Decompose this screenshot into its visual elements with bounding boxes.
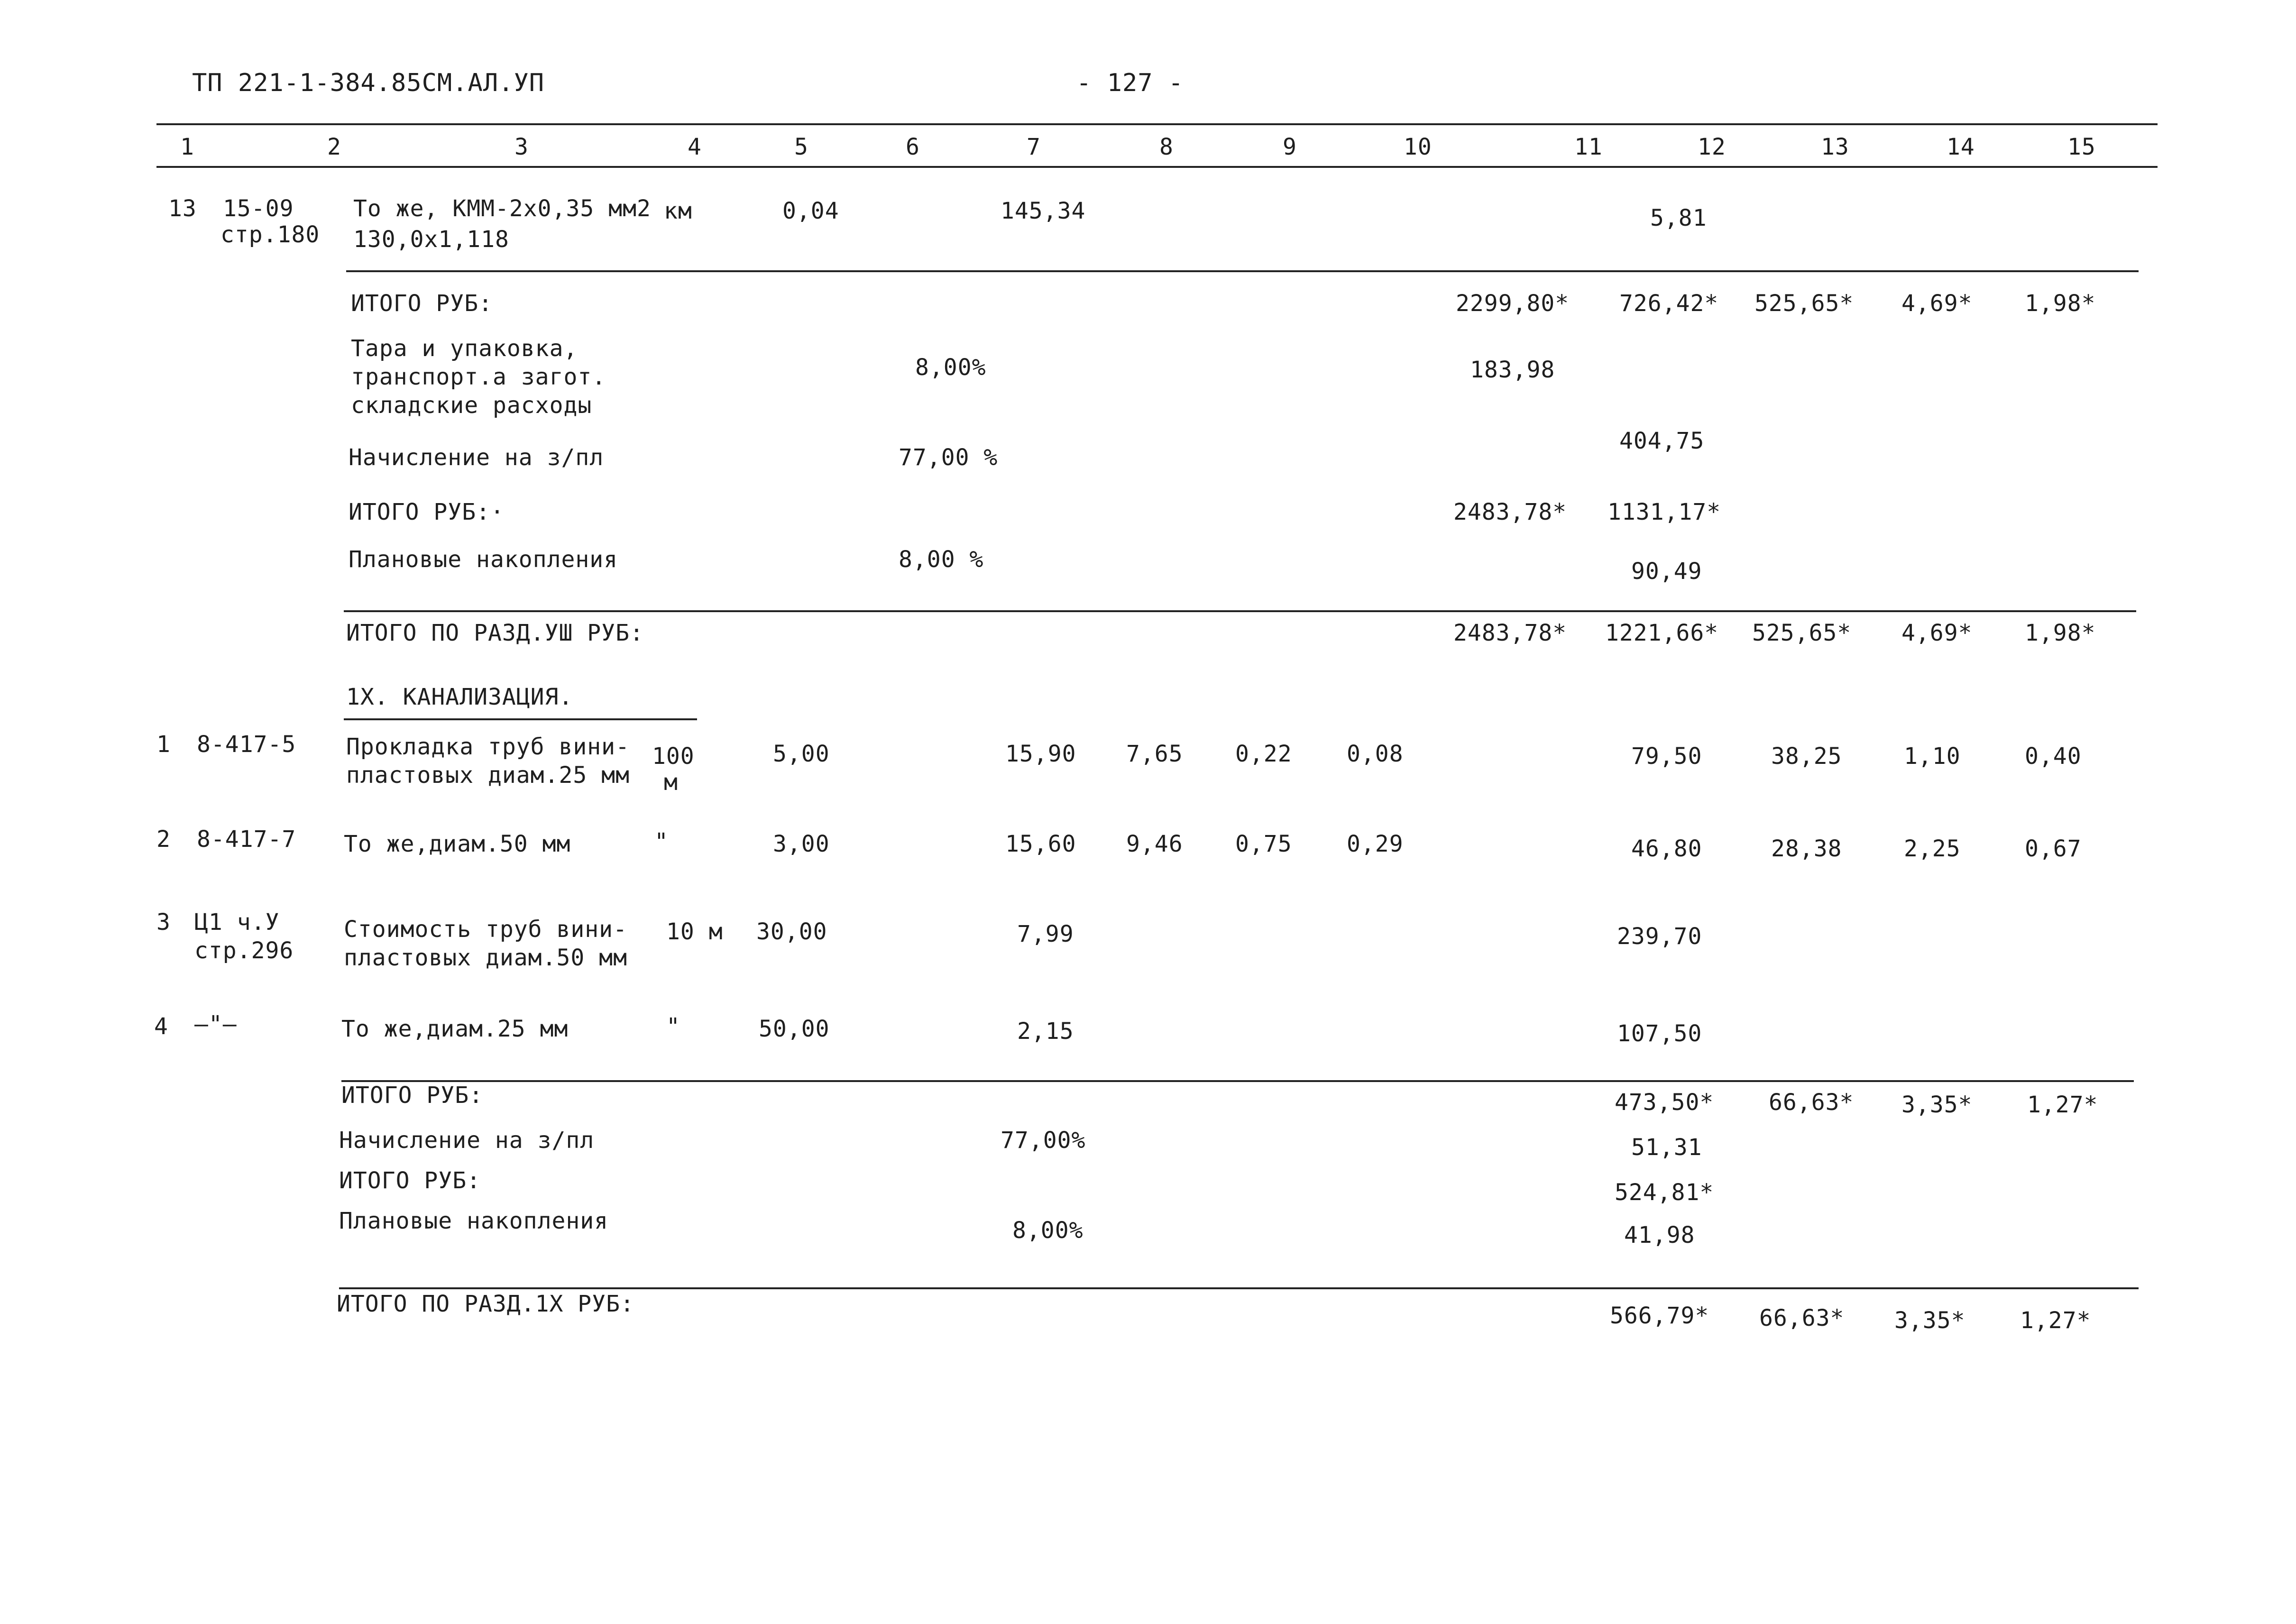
row-4-col7: 2,15 — [1017, 1018, 1074, 1045]
row-13-rule — [346, 270, 2139, 272]
total-4-col12: 524,81* — [1615, 1179, 1714, 1206]
row-13-price: 145,34 — [1001, 198, 1086, 224]
total-3-col13: 66,63* — [1769, 1089, 1854, 1116]
row-13-unit: км — [664, 198, 692, 224]
section-8-total-col15: 1,98* — [2025, 620, 2096, 646]
total-2-col11: 2483,78* — [1453, 499, 1567, 525]
total-3-label: ИТОГО РУБ: — [341, 1082, 483, 1109]
row-2-col9: 0,75 — [1235, 831, 1292, 857]
row-2-col8: 9,46 — [1126, 831, 1183, 857]
row-4-name: То же,диам.25 мм — [341, 1016, 569, 1042]
row-1-col7: 15,90 — [1005, 741, 1076, 767]
column-header-2: 2 — [327, 134, 341, 160]
row-2-col10: 0,29 — [1347, 831, 1404, 857]
section-9-total-col15: 1,27* — [2020, 1307, 2091, 1334]
total-1-col14: 4,69* — [1901, 290, 1973, 317]
row-1-col15: 0,40 — [2025, 743, 2082, 770]
column-header-11: 11 — [1574, 134, 1603, 160]
section-9-total-col13: 66,63* — [1759, 1305, 1845, 1331]
section-9-total-label: ИТОГО ПО РАЗД.1Х РУБ: — [337, 1291, 634, 1317]
accrual-1-label: Начисление на з/пл — [349, 444, 604, 471]
row-3-number: 3 — [156, 909, 171, 936]
planned-2-label: Плановые накопления — [339, 1208, 609, 1234]
row-2-number: 2 — [156, 826, 171, 853]
row-3-code-a: Ц1 ч.У — [194, 909, 280, 936]
row-1-col13: 38,25 — [1771, 743, 1842, 770]
tara-label-b: транспорт.а загот. — [351, 364, 606, 390]
total-2-label: ИТОГО РУБ:· — [349, 499, 505, 525]
row-4-rule — [341, 1080, 2134, 1082]
header-top-rule — [156, 123, 2158, 125]
row-3-unit: 10 м — [666, 918, 723, 945]
row-1-col9: 0,22 — [1235, 741, 1292, 767]
row-1-number: 1 — [156, 731, 171, 758]
row-2-col14: 2,25 — [1904, 835, 1961, 862]
column-header-10: 10 — [1404, 134, 1432, 160]
total-1-col11: 2299,80* — [1456, 290, 1570, 317]
total-1-col12: 726,42* — [1619, 290, 1719, 317]
row-2-code: 8-417-7 — [197, 826, 296, 853]
accrual-2-percent: 77,00% — [1001, 1127, 1086, 1154]
planned-1-label: Плановые накопления — [349, 546, 618, 573]
row-2-col13: 28,38 — [1771, 835, 1842, 862]
row-13-code-a: 15-09 — [223, 195, 294, 222]
page-number: - 127 - — [1076, 69, 1184, 97]
column-header-7: 7 — [1027, 134, 1041, 160]
row-13-code-b: стр.180 — [220, 221, 320, 248]
section-8-total-col12: 1221,66* — [1605, 620, 1719, 646]
accrual-2-label: Начисление на з/пл — [339, 1127, 595, 1154]
row-4-qty: 50,00 — [759, 1016, 830, 1042]
total-2-col12: 1131,17* — [1607, 499, 1721, 525]
row-3-qty: 30,00 — [756, 918, 827, 945]
document-code: ТП 221-1-384.85СМ.АЛ.УП — [192, 69, 545, 97]
column-header-8: 8 — [1159, 134, 1174, 160]
row-3-code-b: стр.296 — [194, 937, 294, 964]
row-1-col10: 0,08 — [1347, 741, 1404, 767]
total-1-col13: 525,65* — [1754, 290, 1854, 317]
accrual-2-col12: 51,31 — [1631, 1134, 1702, 1161]
header-bottom-rule — [156, 166, 2158, 168]
row-13-col12: 5,81 — [1650, 205, 1707, 231]
row-4-code: —"— — [194, 1011, 237, 1037]
column-header-12: 12 — [1698, 134, 1726, 160]
column-header-5: 5 — [794, 134, 808, 160]
column-header-4: 4 — [688, 134, 702, 160]
row-4-number: 4 — [154, 1013, 168, 1040]
row-3-col7: 7,99 — [1017, 921, 1074, 947]
total-1-label: ИТОГО РУБ: — [351, 290, 493, 317]
row-13-qty: 0,04 — [782, 198, 839, 224]
row-4-unit: " — [666, 1013, 680, 1040]
row-1-col8: 7,65 — [1126, 741, 1183, 767]
section-8-total-col13: 525,65* — [1752, 620, 1852, 646]
row-1-qty: 5,00 — [773, 741, 830, 767]
column-header-13: 13 — [1821, 134, 1849, 160]
section-8-rule — [344, 610, 2136, 612]
column-header-9: 9 — [1283, 134, 1297, 160]
row-1-col12: 79,50 — [1631, 743, 1702, 770]
column-header-3: 3 — [514, 134, 529, 160]
section-8-total-col14: 4,69* — [1901, 620, 1973, 646]
tara-label-a: Тара и упаковка, — [351, 335, 578, 362]
section-9-title: 1Х. КАНАЛИЗАЦИЯ. — [346, 684, 573, 710]
section-8-total-col11: 2483,78* — [1453, 620, 1567, 646]
row-13-name-a: То же, КММ-2х0,35 мм2 — [353, 195, 651, 222]
row-1-unit-a: 100 — [652, 743, 695, 770]
row-2-unit: " — [654, 828, 669, 855]
row-13-name-b: 130,0х1,118 — [353, 226, 509, 253]
row-1-code: 8-417-5 — [197, 731, 296, 758]
tara-col11: 183,98 — [1470, 357, 1555, 383]
row-3-name-b: пластовых диам.50 мм — [344, 945, 627, 971]
accrual-1-col12: 404,75 — [1619, 428, 1705, 454]
planned-1-col12: 90,49 — [1631, 558, 1702, 585]
row-3-col12: 239,70 — [1617, 923, 1702, 950]
row-3-name-a: Стоимость труб вини- — [344, 916, 627, 943]
planned-2-percent: 8,00% — [1012, 1217, 1084, 1244]
row-1-name-a: Прокладка труб вини- — [346, 734, 630, 760]
section-9-total-col14: 3,35* — [1894, 1307, 1965, 1334]
row-13-number: 13 — [168, 195, 197, 222]
row-1-unit-b: м — [664, 769, 678, 796]
row-2-col12: 46,80 — [1631, 835, 1702, 862]
total-3-col15: 1,27* — [2027, 1092, 2098, 1118]
column-header-15: 15 — [2067, 134, 2096, 160]
row-1-col14: 1,10 — [1904, 743, 1961, 770]
section-9-rule — [339, 1287, 2139, 1289]
section-9-total-col12: 566,79* — [1610, 1303, 1709, 1329]
column-header-14: 14 — [1947, 134, 1975, 160]
total-3-col12: 473,50* — [1615, 1089, 1714, 1116]
row-4-col12: 107,50 — [1617, 1020, 1702, 1047]
tara-label-c: складские расходы — [351, 392, 592, 419]
column-header-6: 6 — [906, 134, 920, 160]
planned-1-percent: 8,00 % — [899, 546, 984, 573]
row-2-col7: 15,60 — [1005, 831, 1076, 857]
section-8-total-label: ИТОГО ПО РАЗД.УШ РУБ: — [346, 620, 644, 646]
tara-percent: 8,00% — [915, 354, 986, 381]
section-9-title-underline — [344, 718, 697, 720]
row-2-col15: 0,67 — [2025, 835, 2082, 862]
row-2-qty: 3,00 — [773, 831, 830, 857]
accrual-1-percent: 77,00 % — [899, 444, 998, 471]
total-3-col14: 3,35* — [1901, 1092, 1973, 1118]
row-2-name: То же,диам.50 мм — [344, 831, 571, 857]
planned-2-col12: 41,98 — [1624, 1222, 1695, 1248]
row-1-name-b: пластовых диам.25 мм — [346, 762, 630, 789]
column-header-1: 1 — [180, 134, 194, 160]
total-4-label: ИТОГО РУБ: — [339, 1167, 481, 1194]
total-1-col15: 1,98* — [2025, 290, 2096, 317]
